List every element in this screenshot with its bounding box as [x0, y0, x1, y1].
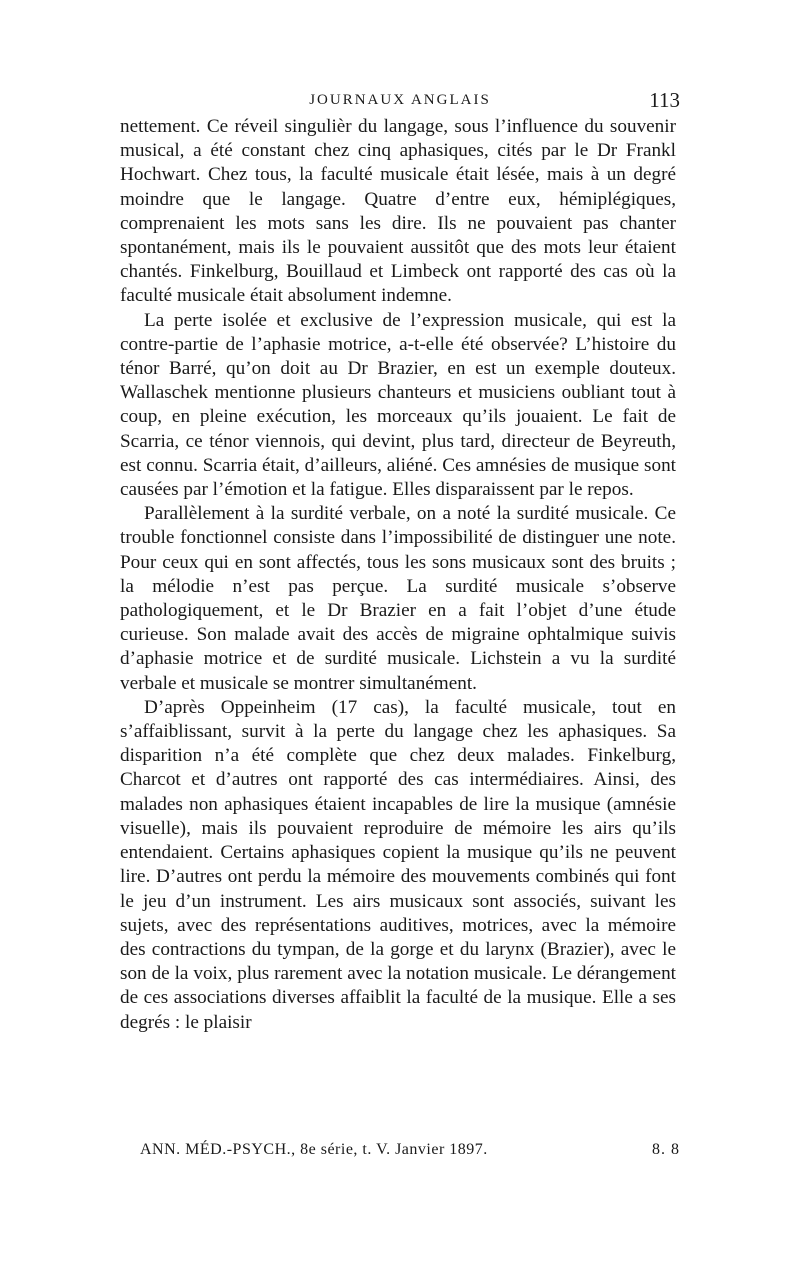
page-footer	[140, 1137, 680, 1163]
paragraph: Parallèlement à la surdité verbale, on a noté la surdité musicale. Ce trouble fonctionnel consiste dans l’impossibilité de distinguer une note. Pour ceux qui en sont affectés, tous les sons musicaux sont des bruits ; la mélodie n’est pas perçue. La surdité musicale s’observe pathologiquement, et le Dr Brazier en a fait l’objet d’une étude curieuse. Son malade avait des accès de migraine ophtalmique suivis d’aphasie motrice et de surdité musicale. Lichstein a vu la surdité verbale et musicale se montrer simultanément.	[120, 503, 676, 694]
footer-citation: ANN. MÉD.-PSYCH., 8e série, t. V. Janvier 1897.	[140, 1141, 488, 1158]
paragraph: La perte isolée et exclusive de l’expression musicale, qui est la contre-partie de l’aphasie motrice, a-t-elle été observée? L’histoire du ténor Barré, qu’on doit au Dr Brazier, en est un exemple douteux. Wallaschek mentionne plusieurs chanteurs et musiciens oubliant tout à coup, en pleine exécution, les morceaux qu’ils jouaient. Le fait de Scarria, ce ténor viennois, qui devint, plus tard, directeur de Beyreuth, est connu. Scarria était, d’ailleurs, aliéné. Ces amnésies de musique sont causées par l’émotion et la fatigue. Elles disparaissent par le repos.	[120, 309, 676, 501]
signature-mark: 8. 8	[652, 1141, 680, 1158]
running-head	[120, 86, 680, 114]
page-number: 113	[649, 88, 680, 112]
body-text	[120, 115, 676, 1035]
paragraph-continued: nettement. Ce réveil singulièr du langage, sous l’influence du souvenir musical, a été constant chez cinq aphasiques, cités par le Dr Frankl Hochwart. Chez tous, la faculté musicale était lésée, mais à un degré moindre que le langage. Quatre d’entre eux, hémiplégiques, comprenaient les mots sans les dire. Ils ne pouvaient pas chanter spontanément, mais ils le pouvaient aussitôt que des mots leur étaient chantés. Finkelburg, Bouillaud et Limbeck ont rapporté des cas où la faculté musicale était absolument indemne.	[120, 116, 676, 307]
paragraph: D’après Oppeinheim (17 cas), la faculté musicale, tout en s’affaiblissant, survit à la perte du langage chez les aphasiques. Sa disparition n’a été complète que chez deux malades. Finkelburg, Charcot et d’autres ont rapporté des cas intermédiaires. Ainsi, des malades non aphasiques étaient incapables de lire la musique (amnésie visuelle), mais ils pouvaient reproduire de mémoire les airs qu’ils entendaient. Certains aphasiques copient la musique qu’ils ne peuvent lire. D’autres ont perdu la mémoire des mouvements combinés qui font le jeu d’un instrument. Les airs musicaux sont associés, suivant les sujets, avec des représentations auditives, motrices, avec la mémoire des contractions du tympan, de la gorge et du larynx (Brazier), avec le son de la voix, plus rarement avec la notation musicale. Le dérangement de ces associations diverses affaiblit la faculté de la musique. Elle a ses degrés : le plaisir	[120, 696, 676, 1033]
running-title: JOURNAUX ANGLAIS	[309, 92, 491, 108]
